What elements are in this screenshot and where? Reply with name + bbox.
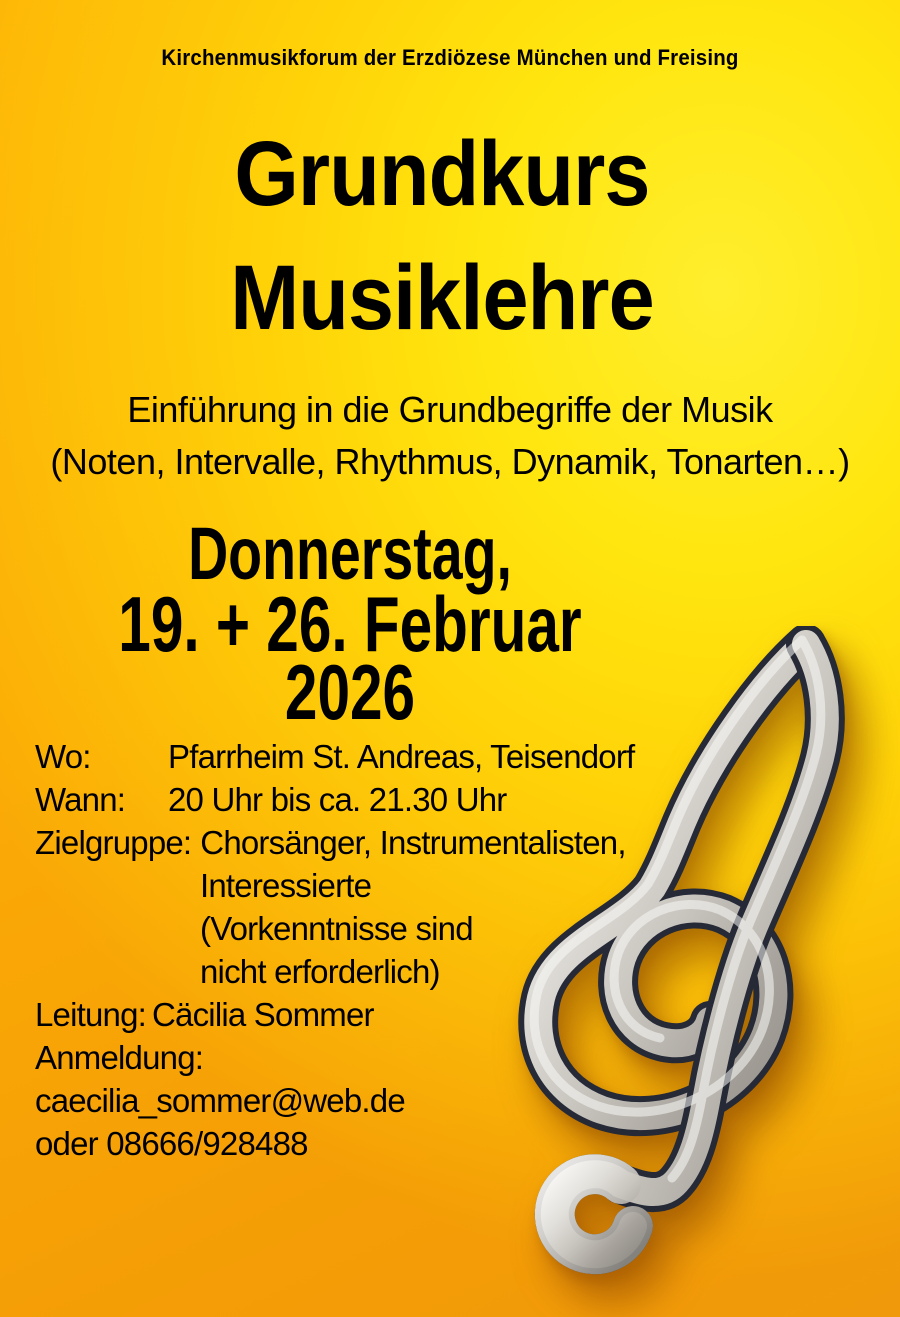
contact-email: caecilia_sommer@web.de (35, 1082, 405, 1119)
detail-value-wo: Pfarrheim St. Andreas, Teisendorf (168, 738, 635, 775)
detail-value-leitung: Cäcilia Sommer (152, 996, 374, 1033)
event-weekday: Donnerstag, (188, 512, 512, 595)
detail-label-wann: Wann: (35, 781, 126, 818)
detail-value-interessierte: Interessierte (200, 867, 372, 904)
treble-clef-icon (514, 626, 894, 1316)
page-title (44, 112, 840, 360)
subtitle (5, 384, 895, 488)
title-line-2: Musiklehre (230, 247, 654, 349)
event-dates: 19. + 26. Februar 2026 (118, 580, 582, 736)
title-line-1: Grundkurs (234, 123, 650, 225)
detail-value-wann: 20 Uhr bis ca. 21.30 Uhr (168, 781, 507, 818)
subtitle-line-1: Einführung in die Grundbegriffe der Musik (127, 389, 773, 430)
detail-value-nicht-erforderlich: nicht erforderlich) (200, 953, 440, 990)
detail-label-anmeldung: Anmeldung: (35, 1039, 204, 1076)
organization-header: Kirchenmusikforum der Erzdiözese München und Freising (161, 45, 739, 70)
contact-phone: oder 08666/928488 (35, 1125, 308, 1162)
detail-label-leitung: Leitung: (35, 996, 147, 1033)
detail-value-vorkenntnisse: (Vorkenntnisse sind (200, 910, 473, 947)
detail-label-zielgruppe: Zielgruppe: (35, 824, 192, 861)
detail-value-zielgruppe: Chorsänger, Instrumentalisten, (200, 824, 626, 861)
detail-label-wo: Wo: (35, 738, 91, 775)
subtitle-line-2: (Noten, Intervalle, Rhythmus, Dynamik, Tonarten…) (50, 441, 850, 482)
